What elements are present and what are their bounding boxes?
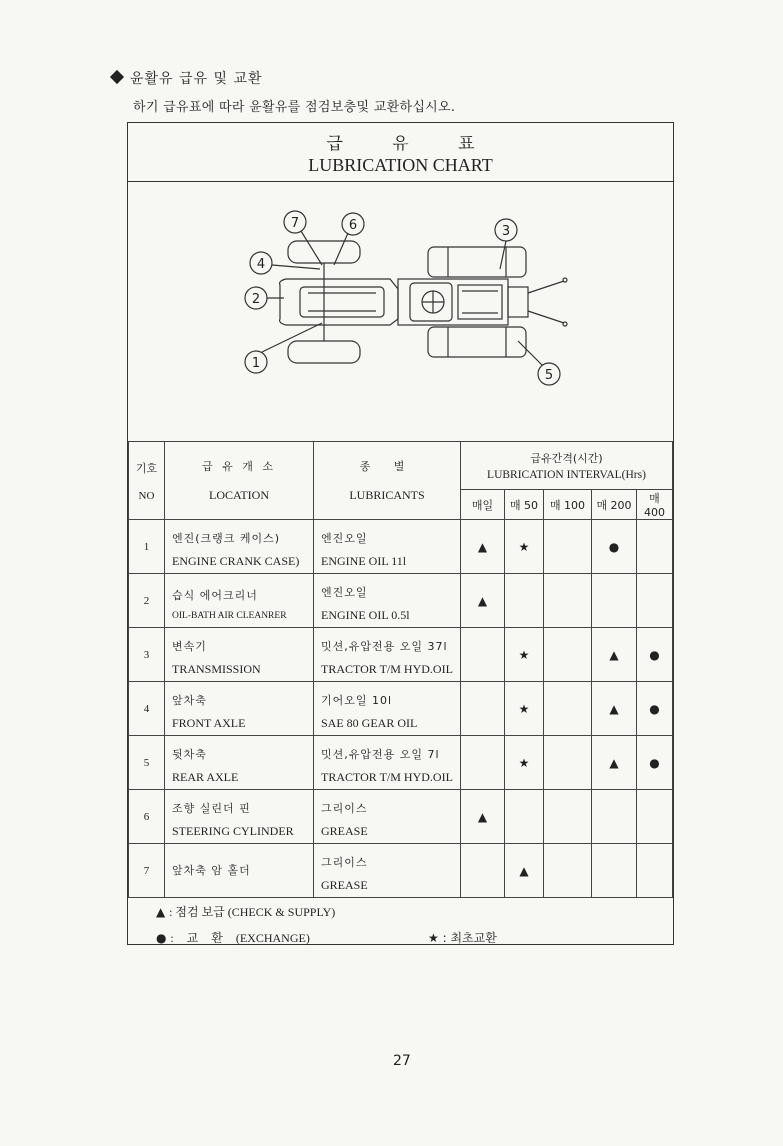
interval-mark: ★ [505,736,544,790]
lubrication-chart [127,122,674,945]
table-row [129,574,673,628]
row-no: 2 [129,574,165,628]
header-interval: 급유간격(시간) LUBRICATION INTERVAL(Hrs) [461,442,673,490]
interval-mark [461,682,505,736]
row-lubricant: 밋션,유압전용 오일 7l TRACTOR T/M HYD.OIL [314,736,461,790]
triangle-icon: ▲ [156,905,166,919]
callout-1: 1 [251,356,261,371]
tractor-top-view-icon [128,181,673,441]
row-location: 뒷차축 REAR AXLE [165,736,314,790]
diamond-bullet-icon [110,70,124,84]
row-no: 6 [129,790,165,844]
interval-mark: ▲ [461,574,505,628]
interval-mark [505,574,544,628]
row-lubricant: 기어오일 10l SAE 80 GEAR OIL [314,682,461,736]
interval-mark: ★ [505,520,544,574]
interval-mark: ★ [505,682,544,736]
interval-mark: ● [592,520,637,574]
callout-3: 3 [501,224,511,239]
interval-mark: ▲ [592,682,637,736]
row-no: 1 [129,520,165,574]
callout-5: 5 [544,368,554,383]
interval-mark: ▲ [592,628,637,682]
interval-mark [592,790,637,844]
callout-7: 7 [290,216,300,231]
interval-400: 매 400 [637,490,673,520]
interval-mark [544,682,592,736]
interval-daily: 매일 [461,490,505,520]
interval-100: 매 100 [544,490,592,520]
interval-50: 매 50 [505,490,544,520]
lubrication-table [128,441,673,898]
interval-mark: ▲ [461,520,505,574]
chart-title-en: LUBRICATION CHART [308,155,493,175]
table-row [129,682,673,736]
interval-mark [592,574,637,628]
table-row [129,520,673,574]
row-lubricant: 그리이스 GREASE [314,844,461,898]
table-row [129,790,673,844]
interval-mark: ▲ [461,790,505,844]
row-location: 변속기 TRANSMISSION [165,628,314,682]
row-location: 습식 에어크리너 OIL-BATH AIR CLEANRER [165,574,314,628]
section-title: 윤활유 급유 및 교환 [112,68,263,88]
row-location: 앞차축 FRONT AXLE [165,682,314,736]
interval-mark [637,520,673,574]
interval-mark: ● [637,628,673,682]
callout-6: 6 [348,218,358,233]
header-lubricants: 종 별 LUBRICANTS [314,442,461,520]
interval-200: 매 200 [592,490,637,520]
circle-icon: ● [156,931,167,945]
interval-mark [544,736,592,790]
row-lubricant: 그리이스 GREASE [314,790,461,844]
table-row [129,844,673,898]
intro-text: 하기 급유표에 따라 윤활유를 점검보충및 교환하십시오. [133,100,456,115]
legend-exchange: ● : 교 환 (EXCHANGE) [156,931,310,945]
interval-mark [461,736,505,790]
interval-mark [544,628,592,682]
legend-check-supply: ▲ : 점검 보급 (CHECK & SUPPLY) [156,905,336,919]
row-location: 엔진(크랭크 케이스) ENGINE CRANK CASE) [165,520,314,574]
chart-header [128,123,673,182]
page-number: 27 [393,1053,411,1069]
row-lubricant: 엔진오일 ENGINE OIL 11l [314,520,461,574]
interval-mark [544,520,592,574]
tractor-diagram [128,181,673,441]
interval-mark [461,844,505,898]
interval-mark: ● [637,736,673,790]
legend-first-change: ★ : 최초교환 [428,931,497,945]
row-location: 조향 실린더 핀 STEERING CYLINDER [165,790,314,844]
row-no: 3 [129,628,165,682]
star-icon: ★ [428,931,439,945]
callout-4: 4 [256,257,266,272]
row-no: 4 [129,682,165,736]
row-location: 앞차축 암 홀더 [165,844,314,898]
interval-mark: ▲ [592,736,637,790]
header-location: 급 유 개 소 LOCATION [165,442,314,520]
header-no: 기호 NO [129,442,165,520]
interval-mark [544,844,592,898]
table-row [129,736,673,790]
interval-mark [637,844,673,898]
chart-title-ko: 급 유 표 [326,134,497,154]
legend [128,895,673,945]
interval-mark [637,574,673,628]
interval-mark [544,790,592,844]
table-row [129,628,673,682]
row-lubricant: 밋션,유압전용 오일 37l TRACTOR T/M HYD.OIL [314,628,461,682]
interval-mark [637,790,673,844]
interval-mark [461,628,505,682]
interval-mark: ▲ [505,844,544,898]
interval-mark [505,790,544,844]
callout-2: 2 [251,292,261,307]
row-lubricant: 엔진오일 ENGINE OIL 0.5l [314,574,461,628]
interval-mark [544,574,592,628]
interval-mark: ★ [505,628,544,682]
interval-mark [592,844,637,898]
interval-mark: ● [637,682,673,736]
row-no: 7 [129,844,165,898]
row-no: 5 [129,736,165,790]
